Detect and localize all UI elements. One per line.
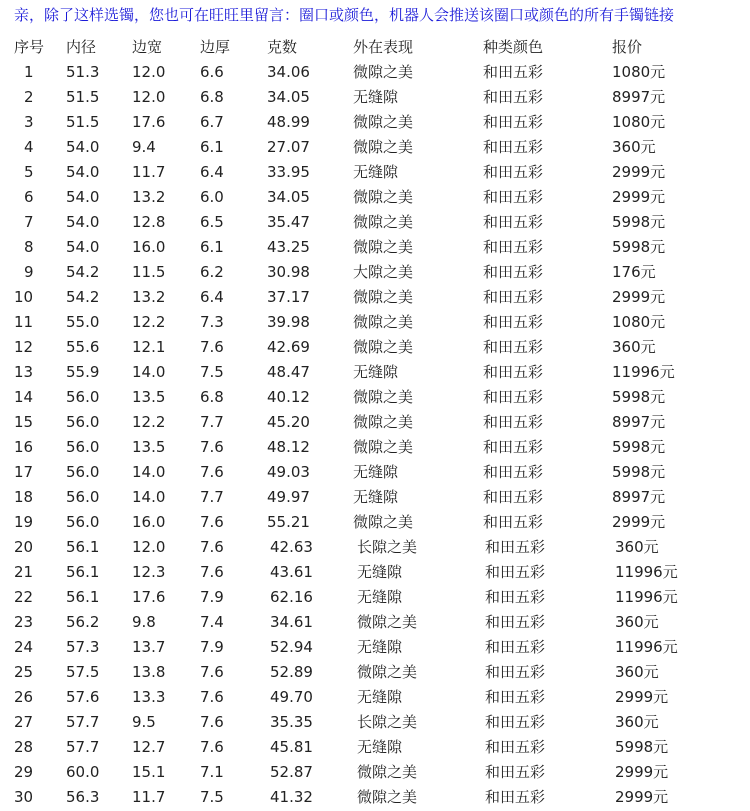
cell-weight: 62.16 [270, 588, 313, 606]
column-header-price: 报价 [612, 38, 643, 56]
cell-width: 17.6 [132, 588, 166, 606]
cell-weight: 42.63 [270, 538, 313, 556]
cell-thickness: 6.8 [200, 88, 224, 106]
cell-type-color: 和田五彩 [485, 788, 546, 806]
cell-width: 12.0 [132, 538, 166, 556]
cell-weight: 34.06 [267, 63, 310, 81]
cell-thickness: 7.4 [200, 613, 224, 631]
table-row [14, 110, 744, 135]
cell-inner-diameter: 57.7 [66, 713, 100, 731]
table-row [14, 585, 744, 610]
column-header-width: 边宽 [132, 38, 163, 56]
cell-type-color: 和田五彩 [483, 213, 544, 231]
table-row [14, 485, 744, 510]
cell-inner-diameter: 54.0 [66, 238, 100, 256]
cell-price: 360元 [615, 663, 659, 681]
cell-weight: 27.07 [267, 138, 310, 156]
cell-appearance: 微隙之美 [357, 788, 418, 806]
cell-appearance: 微隙之美 [353, 513, 414, 531]
cell-type-color: 和田五彩 [485, 688, 546, 706]
cell-price: 360元 [612, 138, 656, 156]
cell-appearance: 无缝隙 [357, 688, 403, 706]
cell-weight: 49.70 [270, 688, 313, 706]
cell-type-color: 和田五彩 [483, 388, 544, 406]
cell-index: 1 [24, 63, 34, 81]
cell-appearance: 无缝隙 [357, 588, 403, 606]
cell-width: 9.5 [132, 713, 156, 731]
table-row [14, 735, 744, 760]
cell-price: 176元 [612, 263, 656, 281]
cell-index: 14 [14, 388, 34, 406]
cell-thickness: 7.6 [200, 713, 224, 731]
cell-weight: 49.03 [267, 463, 310, 481]
cell-inner-diameter: 57.5 [66, 663, 100, 681]
table-row [14, 660, 744, 685]
cell-type-color: 和田五彩 [485, 663, 546, 681]
table-row [14, 60, 744, 85]
cell-width: 14.0 [132, 488, 166, 506]
cell-appearance: 无缝隙 [357, 638, 403, 656]
table-row [14, 285, 744, 310]
cell-weight: 45.81 [270, 738, 313, 756]
cell-width: 13.2 [132, 188, 166, 206]
cell-appearance: 微隙之美 [353, 188, 414, 206]
cell-index: 20 [14, 538, 34, 556]
cell-inner-diameter: 54.2 [66, 288, 100, 306]
cell-weight: 43.61 [270, 563, 313, 581]
cell-type-color: 和田五彩 [483, 163, 544, 181]
cell-weight: 48.99 [267, 113, 310, 131]
cell-width: 12.7 [132, 738, 166, 756]
cell-index: 2 [24, 88, 34, 106]
cell-index: 12 [14, 338, 34, 356]
cell-width: 17.6 [132, 113, 166, 131]
cell-width: 11.7 [132, 788, 166, 806]
cell-weight: 40.12 [267, 388, 310, 406]
cell-index: 8 [24, 238, 34, 256]
cell-width: 12.3 [132, 563, 166, 581]
cell-appearance: 无缝隙 [357, 563, 403, 581]
cell-price: 2999元 [615, 688, 669, 706]
cell-width: 15.1 [132, 763, 166, 781]
cell-price: 360元 [615, 538, 659, 556]
cell-width: 11.7 [132, 163, 166, 181]
cell-price: 8997元 [612, 88, 666, 106]
cell-index: 11 [14, 313, 34, 331]
cell-thickness: 7.9 [200, 638, 224, 656]
cell-weight: 37.17 [267, 288, 310, 306]
cell-inner-diameter: 54.0 [66, 163, 100, 181]
cell-type-color: 和田五彩 [483, 263, 544, 281]
cell-appearance: 长隙之美 [357, 538, 418, 556]
cell-appearance: 无缝隙 [357, 738, 403, 756]
cell-appearance: 无缝隙 [353, 88, 399, 106]
cell-width: 13.5 [132, 438, 166, 456]
cell-appearance: 微隙之美 [357, 663, 418, 681]
cell-thickness: 7.3 [200, 313, 224, 331]
table-row [14, 385, 744, 410]
cell-weight: 55.21 [267, 513, 310, 531]
column-header-inner-diameter: 内径 [66, 38, 97, 56]
table-row [14, 635, 744, 660]
cell-inner-diameter: 51.5 [66, 113, 100, 131]
cell-thickness: 7.6 [200, 738, 224, 756]
cell-price: 2999元 [615, 788, 669, 806]
cell-inner-diameter: 56.3 [66, 788, 100, 806]
cell-thickness: 7.7 [200, 488, 224, 506]
cell-thickness: 6.2 [200, 263, 224, 281]
table-row [14, 760, 744, 785]
cell-type-color: 和田五彩 [483, 463, 544, 481]
cell-price: 2999元 [612, 188, 666, 206]
cell-price: 8997元 [612, 413, 666, 431]
cell-weight: 43.25 [267, 238, 310, 256]
cell-index: 6 [24, 188, 34, 206]
cell-type-color: 和田五彩 [483, 488, 544, 506]
cell-index: 4 [24, 138, 34, 156]
table-row [14, 160, 744, 185]
cell-price: 360元 [612, 338, 656, 356]
cell-width: 9.8 [132, 613, 156, 631]
cell-inner-diameter: 55.0 [66, 313, 100, 331]
cell-index: 13 [14, 363, 34, 381]
cell-appearance: 无缝隙 [353, 163, 399, 181]
cell-weight: 41.32 [270, 788, 313, 806]
cell-index: 10 [14, 288, 34, 306]
column-header-weight: 克数 [267, 38, 298, 56]
cell-width: 12.0 [132, 88, 166, 106]
cell-type-color: 和田五彩 [485, 713, 546, 731]
cell-inner-diameter: 57.6 [66, 688, 100, 706]
cell-inner-diameter: 55.6 [66, 338, 100, 356]
cell-thickness: 6.0 [200, 188, 224, 206]
cell-weight: 42.69 [267, 338, 310, 356]
cell-inner-diameter: 56.1 [66, 538, 100, 556]
cell-width: 16.0 [132, 513, 166, 531]
cell-inner-diameter: 56.0 [66, 488, 100, 506]
cell-price: 8997元 [612, 488, 666, 506]
cell-weight: 34.05 [267, 188, 310, 206]
cell-index: 5 [24, 163, 34, 181]
cell-price: 2999元 [615, 763, 669, 781]
table-row [14, 260, 744, 285]
cell-thickness: 6.1 [200, 238, 224, 256]
cell-price: 11996元 [615, 588, 678, 606]
cell-price: 2999元 [612, 288, 666, 306]
cell-inner-diameter: 51.3 [66, 63, 100, 81]
cell-appearance: 微隙之美 [353, 138, 414, 156]
cell-thickness: 7.6 [200, 438, 224, 456]
cell-type-color: 和田五彩 [483, 363, 544, 381]
cell-inner-diameter: 54.0 [66, 213, 100, 231]
cell-type-color: 和田五彩 [483, 288, 544, 306]
cell-width: 16.0 [132, 238, 166, 256]
table-row [14, 85, 744, 110]
cell-inner-diameter: 56.1 [66, 588, 100, 606]
cell-width: 12.1 [132, 338, 166, 356]
cell-index: 29 [14, 763, 34, 781]
cell-type-color: 和田五彩 [483, 138, 544, 156]
cell-price: 5998元 [612, 213, 666, 231]
cell-appearance: 微隙之美 [357, 763, 418, 781]
cell-price: 5998元 [615, 738, 669, 756]
cell-thickness: 6.7 [200, 113, 224, 131]
cell-inner-diameter: 56.2 [66, 613, 100, 631]
cell-width: 11.5 [132, 263, 166, 281]
cell-appearance: 微隙之美 [353, 313, 414, 331]
cell-inner-diameter: 56.0 [66, 513, 100, 531]
cell-appearance: 无缝隙 [353, 488, 399, 506]
table-row [14, 460, 744, 485]
cell-type-color: 和田五彩 [483, 438, 544, 456]
cell-width: 9.4 [132, 138, 156, 156]
cell-index: 16 [14, 438, 34, 456]
cell-type-color: 和田五彩 [485, 763, 546, 781]
cell-index: 18 [14, 488, 34, 506]
table-row [14, 785, 744, 810]
cell-inner-diameter: 54.2 [66, 263, 100, 281]
cell-inner-diameter: 56.0 [66, 438, 100, 456]
cell-price: 5998元 [612, 238, 666, 256]
cell-width: 14.0 [132, 363, 166, 381]
cell-appearance: 无缝隙 [353, 363, 399, 381]
table-row [14, 435, 744, 460]
cell-price: 2999元 [612, 163, 666, 181]
cell-appearance: 微隙之美 [353, 388, 414, 406]
cell-width: 13.3 [132, 688, 166, 706]
cell-width: 12.2 [132, 313, 166, 331]
cell-index: 26 [14, 688, 34, 706]
cell-index: 25 [14, 663, 34, 681]
cell-inner-diameter: 57.3 [66, 638, 100, 656]
cell-index: 17 [14, 463, 34, 481]
cell-index: 22 [14, 588, 34, 606]
cell-thickness: 7.6 [200, 663, 224, 681]
cell-appearance: 微隙之美 [353, 238, 414, 256]
cell-inner-diameter: 56.1 [66, 563, 100, 581]
column-header-index: 序号 [14, 38, 45, 56]
cell-thickness: 7.6 [200, 338, 224, 356]
table-row [14, 335, 744, 360]
column-header-appearance: 外在表现 [353, 38, 414, 56]
cell-weight: 52.87 [270, 763, 313, 781]
cell-appearance: 微隙之美 [353, 288, 414, 306]
cell-price: 360元 [615, 713, 659, 731]
column-header-thickness: 边厚 [200, 38, 231, 56]
cell-inner-diameter: 56.0 [66, 388, 100, 406]
cell-price: 1080元 [612, 113, 666, 131]
table-row [14, 135, 744, 160]
table-row [14, 610, 744, 635]
table-row [14, 210, 744, 235]
cell-type-color: 和田五彩 [483, 88, 544, 106]
cell-thickness: 7.6 [200, 688, 224, 706]
cell-appearance: 微隙之美 [353, 413, 414, 431]
cell-type-color: 和田五彩 [483, 413, 544, 431]
cell-type-color: 和田五彩 [483, 188, 544, 206]
table-row [14, 235, 744, 260]
cell-thickness: 7.1 [200, 763, 224, 781]
bracelet-table [14, 35, 744, 810]
cell-price: 5998元 [612, 463, 666, 481]
cell-weight: 30.98 [267, 263, 310, 281]
cell-inner-diameter: 56.0 [66, 413, 100, 431]
cell-appearance: 微隙之美 [353, 338, 414, 356]
cell-weight: 52.89 [270, 663, 313, 681]
cell-thickness: 6.4 [200, 163, 224, 181]
cell-type-color: 和田五彩 [483, 338, 544, 356]
cell-inner-diameter: 54.0 [66, 188, 100, 206]
cell-type-color: 和田五彩 [485, 588, 546, 606]
cell-type-color: 和田五彩 [483, 313, 544, 331]
cell-price: 1080元 [612, 63, 666, 81]
cell-weight: 48.47 [267, 363, 310, 381]
cell-type-color: 和田五彩 [483, 513, 544, 531]
cell-inner-diameter: 60.0 [66, 763, 100, 781]
cell-appearance: 微隙之美 [353, 213, 414, 231]
cell-index: 3 [24, 113, 34, 131]
cell-weight: 35.35 [270, 713, 313, 731]
cell-price: 1080元 [612, 313, 666, 331]
cell-weight: 49.97 [267, 488, 310, 506]
cell-thickness: 6.5 [200, 213, 224, 231]
cell-width: 13.2 [132, 288, 166, 306]
cell-index: 30 [14, 788, 34, 806]
cell-thickness: 7.5 [200, 788, 224, 806]
cell-type-color: 和田五彩 [485, 613, 546, 631]
cell-appearance: 微隙之美 [357, 613, 418, 631]
cell-thickness: 7.9 [200, 588, 224, 606]
cell-appearance: 长隙之美 [357, 713, 418, 731]
table-row [14, 310, 744, 335]
table-row [14, 535, 744, 560]
cell-thickness: 7.6 [200, 513, 224, 531]
cell-weight: 33.95 [267, 163, 310, 181]
cell-weight: 52.94 [270, 638, 313, 656]
cell-price: 11996元 [615, 638, 678, 656]
cell-inner-diameter: 55.9 [66, 363, 100, 381]
cell-width: 12.0 [132, 63, 166, 81]
cell-price: 360元 [615, 613, 659, 631]
cell-price: 5998元 [612, 388, 666, 406]
cell-weight: 34.61 [270, 613, 313, 631]
cell-index: 7 [24, 213, 34, 231]
cell-price: 5998元 [612, 438, 666, 456]
cell-width: 13.5 [132, 388, 166, 406]
cell-width: 12.8 [132, 213, 166, 231]
cell-thickness: 7.7 [200, 413, 224, 431]
cell-type-color: 和田五彩 [483, 63, 544, 81]
cell-type-color: 和田五彩 [483, 113, 544, 131]
cell-thickness: 6.6 [200, 63, 224, 81]
cell-thickness: 6.8 [200, 388, 224, 406]
cell-thickness: 7.6 [200, 538, 224, 556]
cell-type-color: 和田五彩 [483, 238, 544, 256]
cell-price: 11996元 [612, 363, 675, 381]
cell-appearance: 微隙之美 [353, 63, 414, 81]
table-row [14, 410, 744, 435]
cell-index: 28 [14, 738, 34, 756]
cell-index: 27 [14, 713, 34, 731]
cell-type-color: 和田五彩 [485, 563, 546, 581]
cell-weight: 39.98 [267, 313, 310, 331]
cell-index: 15 [14, 413, 34, 431]
cell-type-color: 和田五彩 [485, 538, 546, 556]
table-row [14, 685, 744, 710]
cell-weight: 34.05 [267, 88, 310, 106]
cell-width: 13.8 [132, 663, 166, 681]
table-row [14, 510, 744, 535]
table-body [14, 60, 744, 810]
cell-thickness: 7.6 [200, 463, 224, 481]
cell-width: 12.2 [132, 413, 166, 431]
cell-type-color: 和田五彩 [485, 638, 546, 656]
table-row [14, 710, 744, 735]
table-row [14, 560, 744, 585]
cell-index: 21 [14, 563, 34, 581]
cell-weight: 45.20 [267, 413, 310, 431]
cell-thickness: 6.1 [200, 138, 224, 156]
cell-index: 9 [24, 263, 34, 281]
cell-weight: 48.12 [267, 438, 310, 456]
cell-index: 24 [14, 638, 34, 656]
cell-appearance: 大隙之美 [353, 263, 414, 281]
cell-width: 14.0 [132, 463, 166, 481]
cell-thickness: 7.5 [200, 363, 224, 381]
notice-text: 亲，除了这样选镯，您也可在旺旺里留言：圈口或颜色，机器人会推送该圈口或颜色的所有手镯链接 [14, 6, 675, 24]
cell-index: 19 [14, 513, 34, 531]
column-header-type-color: 种类颜色 [483, 38, 544, 56]
cell-weight: 35.47 [267, 213, 310, 231]
cell-width: 13.7 [132, 638, 166, 656]
cell-price: 11996元 [615, 563, 678, 581]
cell-type-color: 和田五彩 [485, 738, 546, 756]
table-header-row [14, 35, 744, 60]
cell-inner-diameter: 54.0 [66, 138, 100, 156]
cell-appearance: 微隙之美 [353, 113, 414, 131]
cell-appearance: 无缝隙 [353, 463, 399, 481]
cell-index: 23 [14, 613, 34, 631]
cell-inner-diameter: 56.0 [66, 463, 100, 481]
cell-inner-diameter: 57.7 [66, 738, 100, 756]
cell-price: 2999元 [612, 513, 666, 531]
table-row [14, 360, 744, 385]
cell-thickness: 7.6 [200, 563, 224, 581]
cell-appearance: 微隙之美 [353, 438, 414, 456]
cell-inner-diameter: 51.5 [66, 88, 100, 106]
cell-thickness: 6.4 [200, 288, 224, 306]
table-row [14, 185, 744, 210]
